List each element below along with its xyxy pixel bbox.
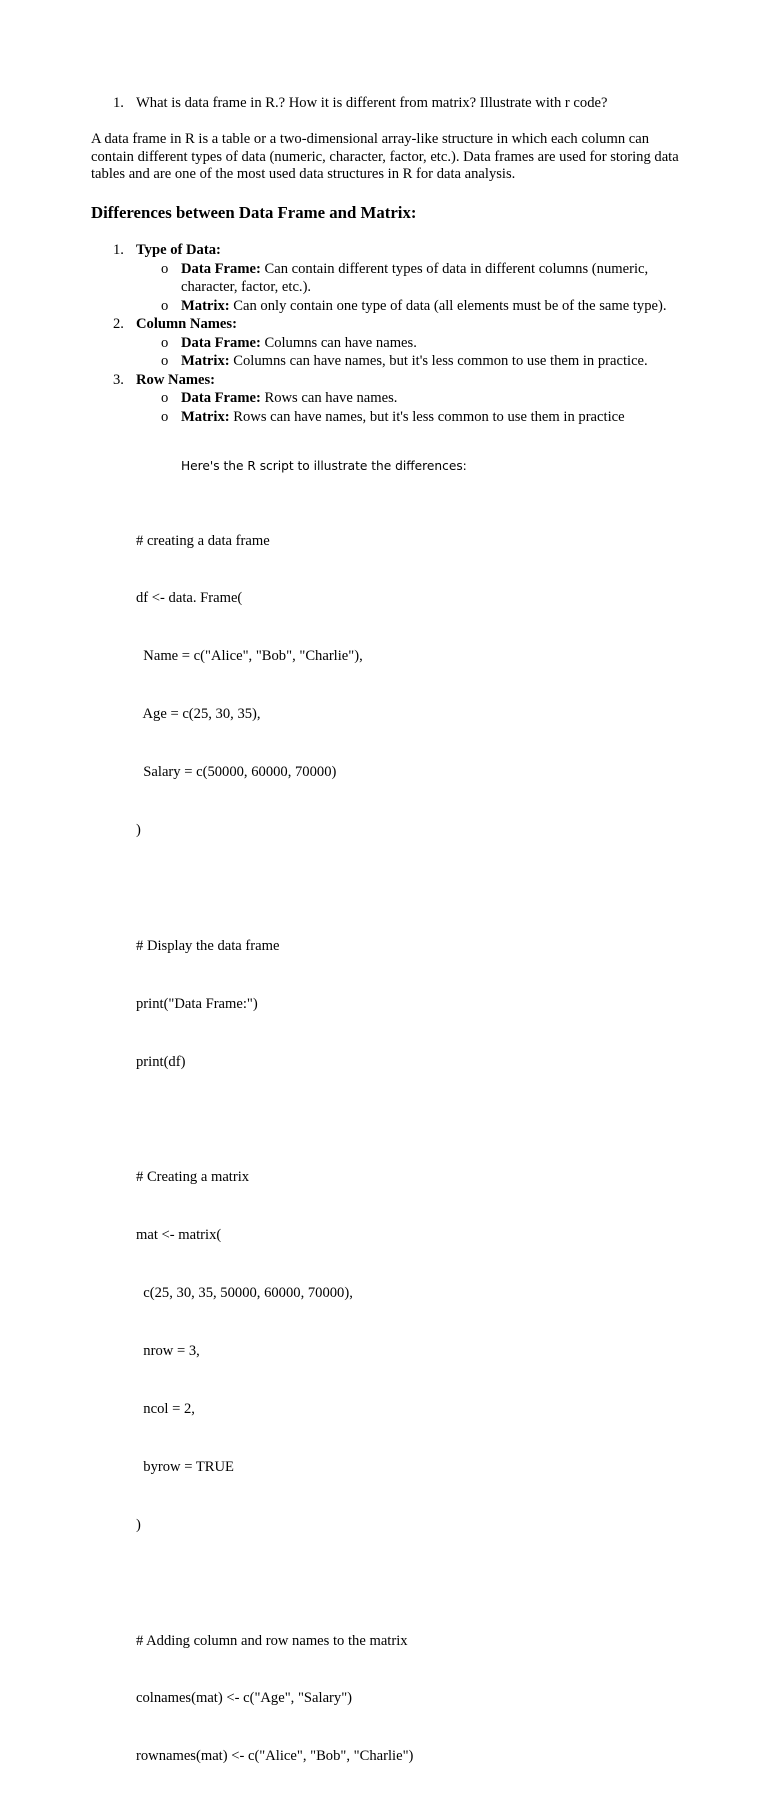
code-line: # Adding column and row names to the matrix [136,1632,408,1649]
sub-item-text: Columns can have names, but it's less common to use them in practice. [229,353,648,369]
code-line: df <- data. Frame( [136,590,243,607]
code-line: print(df) [136,1053,186,1070]
list-number: 2. [113,316,124,332]
difference-item-column-names [113,315,673,371]
question-text: What is data frame in R.? How it is different from matrix? Illustrate with r code? [136,95,608,111]
sub-item-term: Data Frame: [181,334,261,351]
sub-item-data-frame [136,260,673,297]
code-line: c(25, 30, 35, 50000, 60000, 70000), [136,1285,353,1302]
differences-heading: Differences between Data Frame and Matrix: [91,203,417,222]
bullet-marker: o [161,408,169,425]
code-line: # creating a data frame [136,532,270,549]
question-item [113,94,607,112]
sub-item-term: Matrix: [181,353,230,369]
code-line: colnames(mat) <- c("Age", "Salary") [136,1690,353,1707]
bullet-marker: o [161,260,169,277]
sub-item-matrix [136,297,673,316]
bullet-marker: o [161,334,169,351]
code-line: nrow = 3, [136,1343,200,1360]
script-intro-text: Here's the R script to illustrate the differences: [181,459,467,473]
code-line: # Creating a matrix [136,1169,250,1186]
question-number: 1. [113,95,124,111]
sub-item-matrix [136,408,673,427]
code-line: print("Data Frame:") [136,995,258,1012]
code-line: ) [136,1516,141,1533]
code-line: mat <- matrix( [136,1227,222,1244]
sub-item-data-frame [136,334,673,353]
code-line: rownames(mat) <- c("Alice", "Bob", "Charlie") [136,1748,414,1765]
difference-title: Column Names: [136,316,237,332]
differences-list [113,241,673,426]
difference-title: Type of Data: [136,242,221,258]
difference-item-type-of-data [113,241,673,315]
sub-item-data-frame [136,389,673,408]
code-line [136,1574,413,1593]
code-line: Salary = c(50000, 60000, 70000) [136,764,337,781]
bullet-marker: o [161,353,169,369]
code-line: # Display the data frame [136,937,280,954]
list-number: 3. [113,371,124,388]
code-line: Age = c(25, 30, 35), [136,706,261,723]
sub-item-term: Matrix: [181,297,230,314]
code-line [136,879,413,898]
difference-title: Row Names: [136,371,216,388]
sub-item-text: Rows can have names, but it's less common to use them in practice [229,408,625,425]
intro-paragraph: A data frame in R is a table or a two-dimensional array-like structure in which each column can contain different types of data (numeric, character, factor, etc.). Data frames are used for storing data tables and are one of the most used data structures in R for data analysis. [91,131,679,182]
r-code-block [136,493,413,1805]
sub-item-term: Data Frame: [181,260,261,277]
bullet-marker: o [161,297,169,314]
sub-item-term: Data Frame: [181,390,261,406]
code-line: ncol = 2, [136,1400,195,1417]
sub-item-term: Matrix: [181,408,230,425]
list-number: 1. [113,242,124,258]
code-line [136,1111,413,1130]
sub-item-text: Can only contain one type of data (all elements must be of the same type). [229,297,667,314]
sub-item-text: Rows can have names. [260,390,398,406]
bullet-marker: o [161,390,169,406]
code-line: Name = c("Alice", "Bob", "Charlie"), [136,648,363,665]
code-line: byrow = TRUE [136,1458,234,1475]
difference-item-row-names [113,371,673,427]
sub-item-text: Can contain different types of data in different columns (numeric, character, factor, etc.). [181,260,649,295]
sub-item-matrix [136,352,673,371]
code-line: ) [136,822,141,839]
sub-item-text: Columns can have names. [260,334,417,351]
